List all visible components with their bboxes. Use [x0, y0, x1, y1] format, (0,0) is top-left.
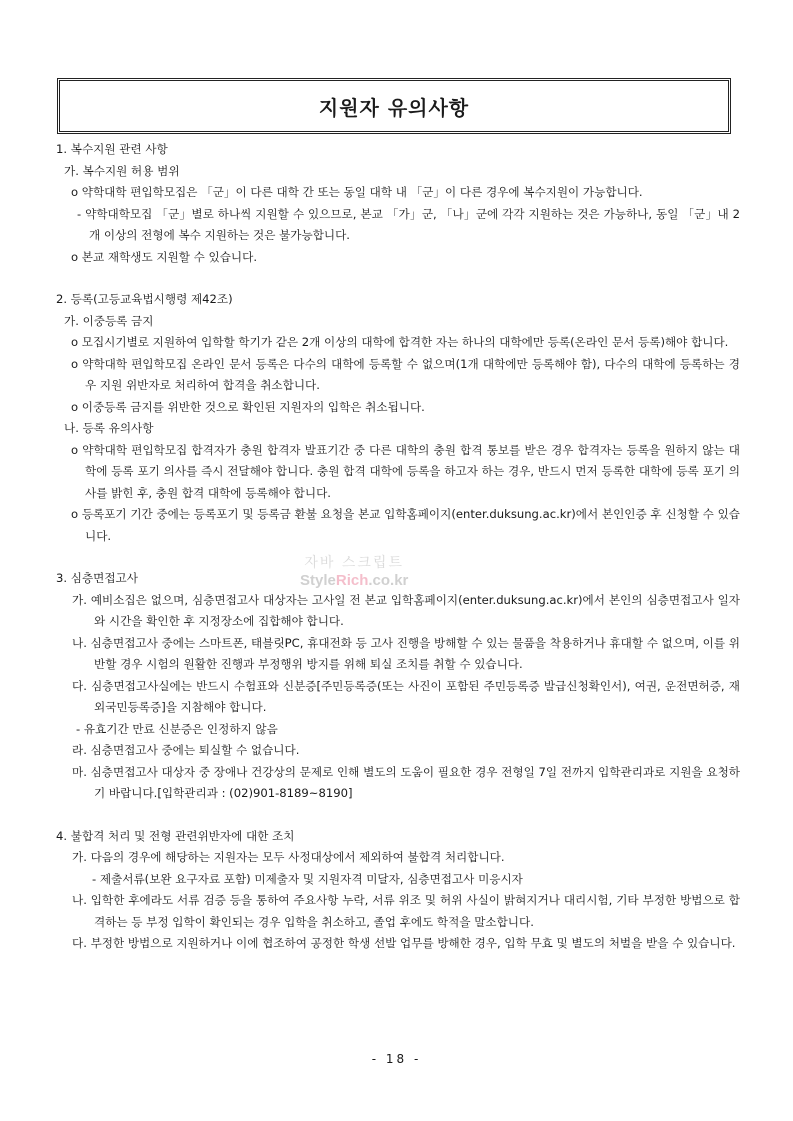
section-1-item: o 약학대학 편입학모집은 「군」이 다른 대학 간 또는 동일 대학 내 「군」이 다른 경우에 복수지원이 가능합니다.: [71, 185, 643, 199]
watermark-brand-a: Style: [300, 572, 336, 589]
document-body: [56, 139, 740, 955]
section-4-dash: - 제출서류(보완 요구자료 포함) 미제출자 및 지원자격 미달자, 심층면접고사 미응시자: [92, 871, 523, 886]
watermark-brand-b: Rich: [335, 572, 369, 589]
section-2-item: o 이중등록 금지를 위반한 것으로 확인된 지원자의 입학은 취소됩니다.: [71, 399, 425, 414]
watermark-brand-c: .co.kr: [368, 572, 409, 589]
section-2-heading: 2. 등록(고등교육법시행령 제42조): [56, 292, 233, 306]
section-2-item: o 등록포기 기간 중에는 등록포기 및 등록금 환불 요청을 본교 입학홈페이지(enter.duksung.ac.kr)에서 본인인증 후 신청할 수 있습니다.: [71, 507, 740, 543]
section-1-heading: 1. 복수지원 관련 사항: [56, 142, 168, 156]
section-2-item: o 약학대학 편입학모집 합격자가 충원 합격자 발표기간 중 다른 대학의 충원 합격 통보를 받은 경우 합격자는 등록을 원하지 않는 대학에 등록 포기 의사를 즉시 전달해야 합니다. 충원 합격 대학에 등록을 하고자 하는 경우, 반드시 먼저 등록한 대학에 등록 포기 의사를 밝힌 후, 충원 합격 대학에 등록해야 합니다.: [71, 442, 740, 500]
section-3-item: 라. 심층면접고사 중에는 퇴실할 수 없습니다.: [72, 743, 300, 757]
section-1-item: o 본교 재학생도 지원할 수 있습니다.: [71, 249, 257, 264]
section-4-item: 가. 다음의 경우에 해당하는 지원자는 모두 사정대상에서 제외하여 불합격 처리합니다.: [72, 850, 505, 864]
section-3-item: 다. 심층면접고사실에는 반드시 수험표와 신분증[주민등록증(또는 사진이 포함된 주민등록증 발급신청확인서), 여권, 운전면허증, 재외국민등록증]을 지참해야 합니다.: [72, 678, 740, 714]
section-3-dash: - 유효기간 만료 신분증은 인정하지 않음: [76, 721, 278, 736]
section-3-heading: 3. 심층면접고사: [56, 571, 138, 585]
section-2-item: o 모집시기별로 지원하여 입학할 학기가 같은 2개 이상의 대학에 합격한 자는 하나의 대학에만 등록(온라인 문서 등록)해야 합니다.: [71, 335, 729, 349]
section-3-item: 가. 예비소집은 없으며, 심층면접고사 대상자는 고사일 전 본교 입학홈페이지(enter.duksung.ac.kr)에서 본인의 심층면접고사 일자와 시간을 확인한 후 지정장소에 집합해야 합니다.: [72, 592, 740, 628]
section-4-item: 나. 입학한 후에라도 서류 검증 등을 통하여 주요사항 누락, 서류 위조 및 허위 사실이 밝혀지거나 대리시험, 기타 부정한 방법으로 합격하는 등 부정 입학이 확인되는 경우 입학을 취소하고, 졸업 후에도 학적을 말소합니다.: [72, 893, 740, 929]
section-2-sub1: 가. 이중등록 금지: [64, 313, 154, 328]
section-4-item: 다. 부정한 방법으로 지원하거나 이에 협조하여 공정한 학생 선발 업무를 방해한 경우, 입학 무효 및 별도의 처벌을 받을 수 있습니다.: [72, 936, 736, 950]
section-3-item: 나. 심층면접고사 중에는 스마트폰, 태블릿PC, 휴대전화 등 고사 진행을 방해할 수 있는 물품을 착용하거나 휴대할 수 없으며, 이를 위반할 경우 시험의 원활한 진행과 부정행위 방지를 위해 퇴실 조치를 취할 수 있습니다.: [72, 635, 740, 671]
page-title: 지원자 유의사항: [318, 95, 470, 120]
section-4-heading: 4. 불합격 처리 및 전형 관련위반자에 대한 조치: [56, 828, 295, 843]
page-number: - 18 -: [371, 1052, 422, 1066]
section-1-item: - 약학대학모집 「군」별로 하나씩 지원할 수 있으므로, 본교 「가」군, 「나」군에 각각 지원하는 것은 가능하나, 동일 「군」내 2개 이상의 전형에 복수 지원하는 것은 불가능합니다.: [77, 206, 740, 242]
title-box: [57, 78, 731, 134]
section-2-item: o 약학대학 편입학모집 온라인 문서 등록은 다수의 대학에 등록할 수 없으며(1개 대학에만 등록해야 함), 다수의 대학에 등록하는 경우 지원 위반자로 처리하여 합격을 취소합니다.: [71, 356, 740, 392]
section-1-sub: 가. 복수지원 허용 범위: [64, 163, 180, 178]
section-3-item: 마. 심층면접고사 대상자 중 장애나 건강상의 문제로 인해 별도의 도움이 필요한 경우 전형일 7일 전까지 입학관리과로 지원을 요청하기 바랍니다.[입학관리과 : (02)901-8189~8190]: [72, 764, 740, 800]
section-2-sub2: 나. 등록 유의사항: [64, 421, 154, 435]
watermark-line1: 자바 스크립트: [304, 555, 404, 571]
